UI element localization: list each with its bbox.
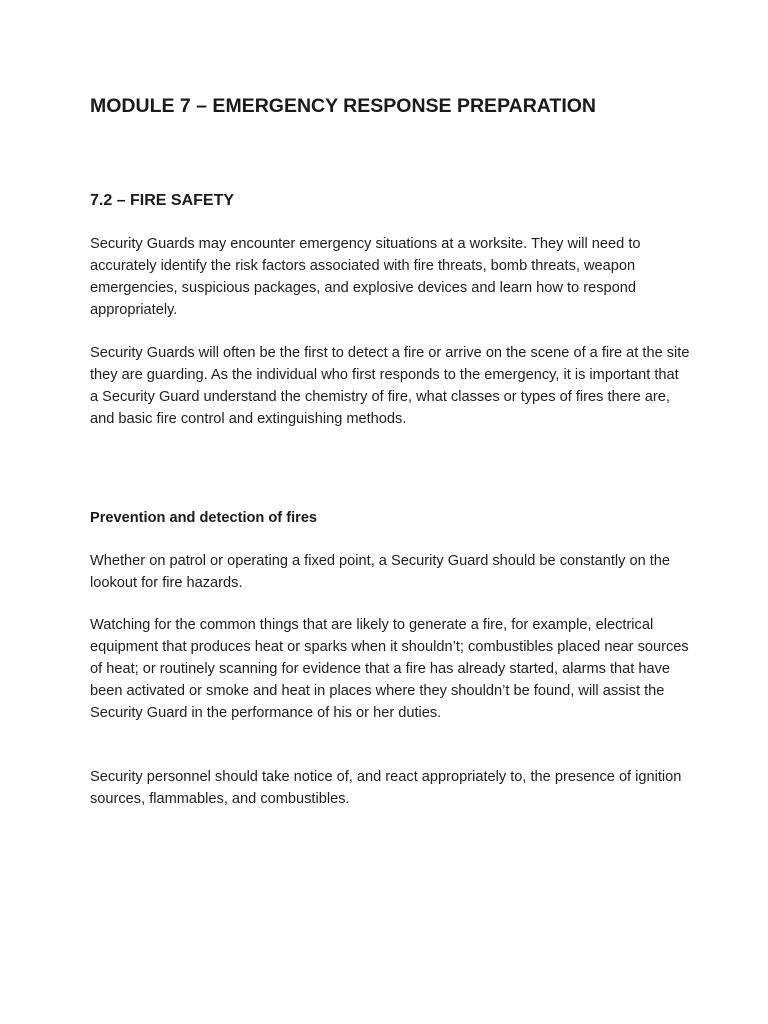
module-title: MODULE 7 – EMERGENCY RESPONSE PREPARATION — [90, 95, 597, 117]
prevention-paragraph: Whether on patrol or operating a fixed point, a Security Guard should be constantly on the lookout for fire hazards. — [90, 553, 671, 591]
prevention-paragraph: Watching for the common things that are likely to generate a fire, for example, electrical equipment that produces heat or sparks when it shouldn’t; combustibles placed near sources of heat; or routinely scanning for evidence that a fire has already started, alarms that have been activated or smoke and heat in places where they shouldn’t be found, will assist the Security Guard in the performance of his or her duties. — [90, 617, 689, 721]
subheading-prevention: Prevention and detection of fires — [90, 510, 318, 526]
prevention-paragraph: Security personnel should take notice of, and react appropriately to, the presence of ignition sources, flammables, and combustibles. — [90, 769, 682, 807]
section-title: 7.2 – FIRE SAFETY — [90, 192, 235, 209]
intro-paragraph: Security Guards will often be the first to detect a fire or arrive on the scene of a fire at the site they are guarding. As the individual who first responds to the emergency, it is important that a Security Guard understand the chemistry of fire, what classes or types of fires there are, and basic fire control and extinguishing methods. — [90, 345, 690, 427]
intro-paragraph: Security Guards may encounter emergency situations at a worksite. They will need to accurately identify the risk factors associated with fire threats, bomb threats, weapon emergencies, suspicious packages, and explosive devices and learn how to respond appropriately. — [90, 236, 641, 318]
